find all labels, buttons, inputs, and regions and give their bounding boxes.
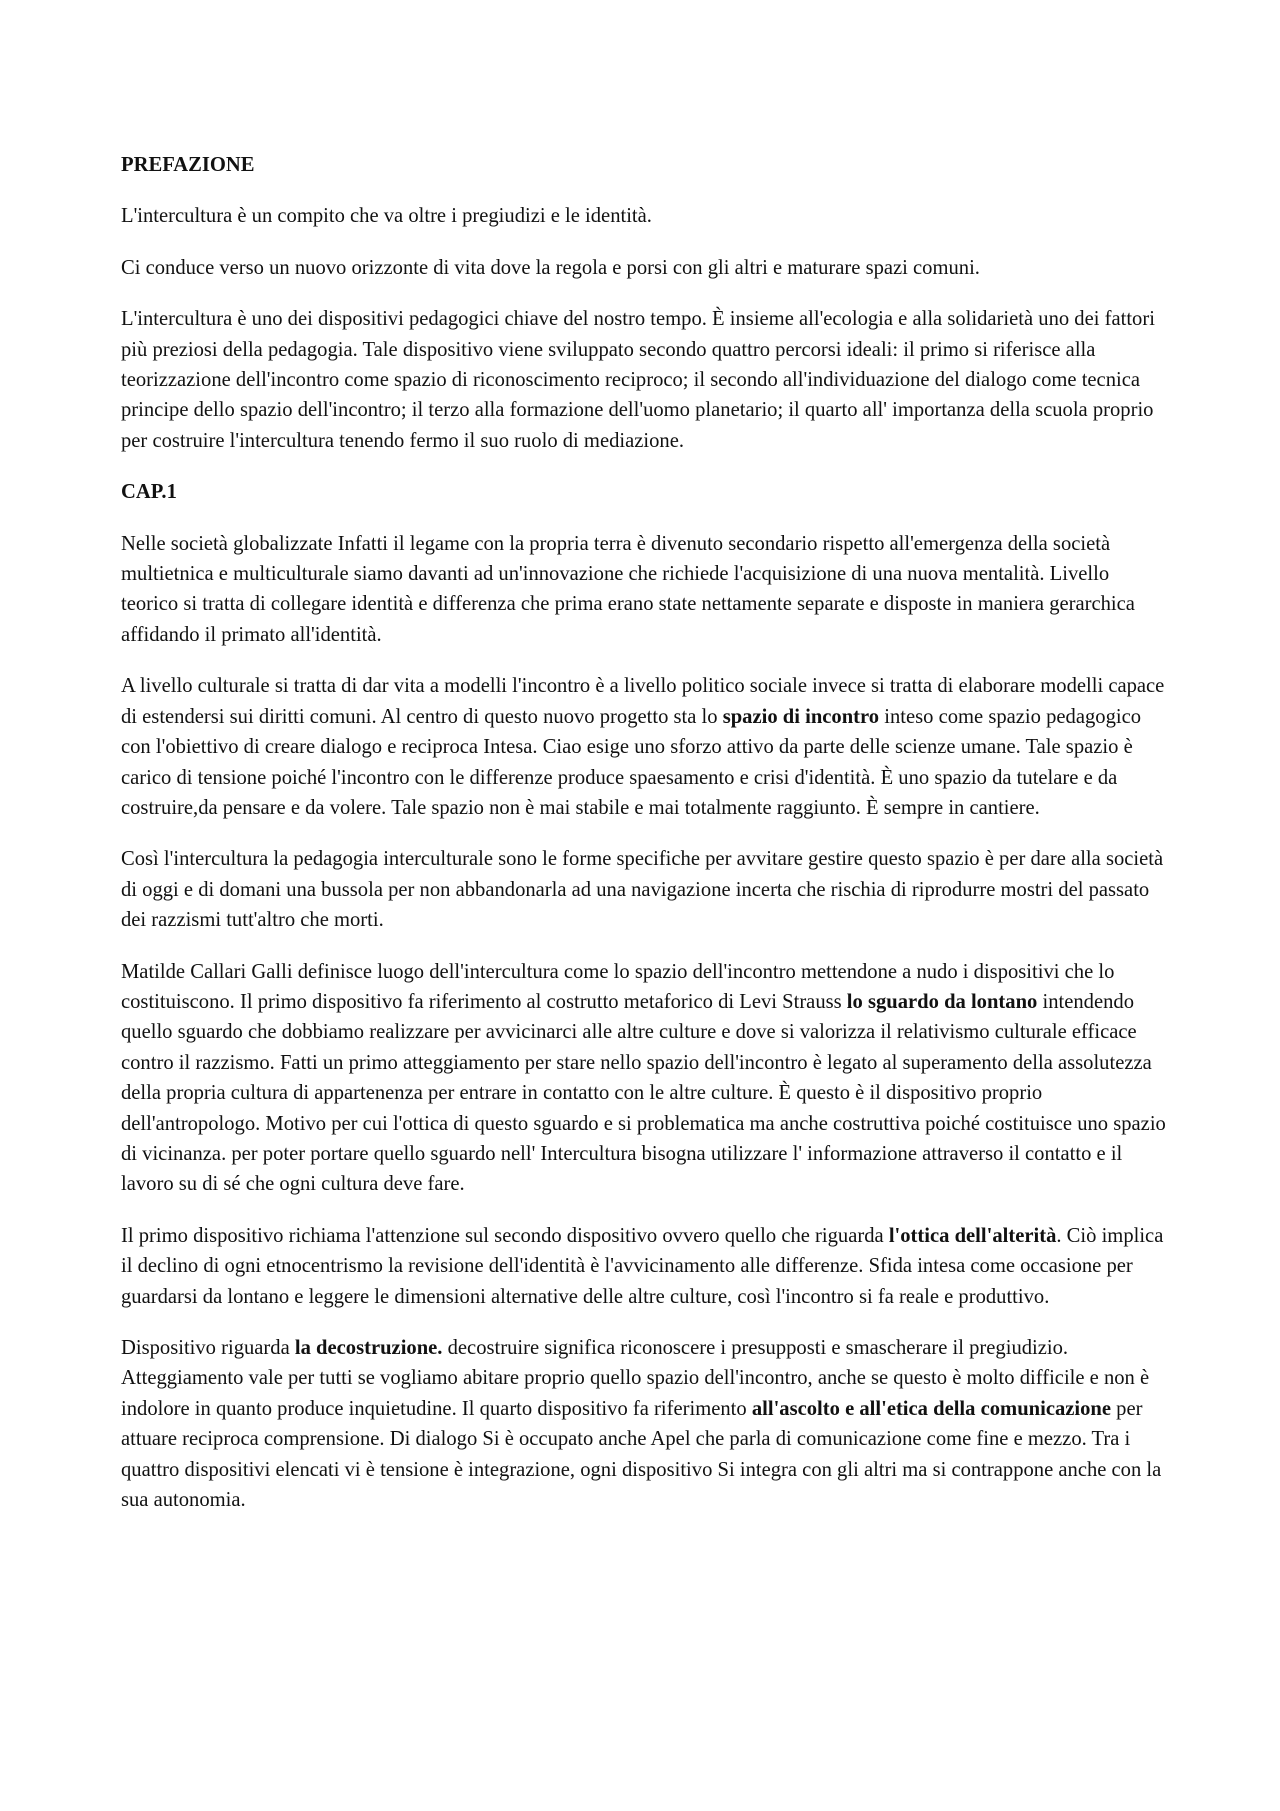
paragraph-text: inteso come spazio pedagogico con l'obiettivo di creare dialogo e reciproca Intesa. Ciao esige uno sforzo attivo da parte delle scienze umane. Tale spazio è carico di tensione poiché l'incontro con le differenze produce spaesamento e crisi d'identità. È uno spazio da tutelare e da costruire,da pensare e da volere. Tale spazio non è mai stabile e mai totalmente raggiunto. È sempre in cantiere. — [121, 705, 1142, 819]
emphasis-spazio-di-incontro: spazio di incontro — [722, 705, 880, 728]
emphasis-ottica-alterita: l'ottica dell'alterità — [888, 1224, 1057, 1247]
paragraph-text: Il primo dispositivo richiama l'attenzione sul secondo dispositivo ovvero quello che riguarda — [121, 1224, 889, 1247]
preface-paragraph-2: Ci conduce verso un nuovo orizzonte di vita dove la regola e porsi con gli altri e maturare spazi comuni. — [121, 256, 980, 279]
chapter-1-paragraph-5 — [121, 1221, 1166, 1312]
document-page — [121, 150, 1166, 1536]
paragraph-text: per attuare reciproca comprensione. Di dialogo Si è occupato anche Apel che parla di comunicazione come fine e mezzo. Tra i quattro dispositivi elencati vi è tensione è integrazione, ogni dispositivo Si integra con gli altri ma si contrappone anche con la sua autonomia. — [121, 1397, 1162, 1512]
chapter-1-paragraph-6 — [121, 1333, 1166, 1515]
chapter-1-heading: CAP.1 — [121, 481, 177, 504]
paragraph-text: Matilde Callari Galli definisce luogo dell'intercultura come lo spazio dell'incontro mettendone a nudo i dispositivi che lo costituiscono. Il primo dispositivo fa riferimento al costrutto metaforico di Levi Strauss — [121, 960, 1115, 1013]
emphasis-sguardo-da-lontano: lo sguardo da lontano — [846, 990, 1038, 1013]
chapter-1-paragraph-3: Così l'intercultura la pedagogia interculturale sono le forme specifiche per avvitare gestire questo spazio è per dare alla società di oggi e di domani una bussola per non abbandonarla ad una navigazione incerta che rischia di riprodurre mostri del passato dei razzismi tutt'altro che morti. — [121, 848, 1164, 932]
chapter-1-paragraph-1: Nelle società globalizzate Infatti il legame con la propria terra è divenuto secondario rispetto all'emergenza della società multietnica e multiculturale siamo davanti ad un'innovazione che richiede l'acquisizione di una nuova mentalità. Livello teorico si tratta di collegare identità e differenza che prima erano state nettamente separate e disposte in maniera gerarchica affidando il primato all'identità. — [121, 532, 1135, 646]
paragraph-text: decostruire significa riconoscere i presupposti e smascherare il pregiudizio. Atteggiamento vale per tutti se vogliamo abitare proprio quello spazio dell'incontro, anche se questo è molto difficile e non è indolore in quanto produce inquietudine. Il quarto dispositivo fa riferimento — [121, 1337, 1150, 1420]
preface-paragraph-1: L'intercultura è un compito che va oltre i pregiudizi e le identità. — [121, 205, 652, 228]
paragraph-text: Dispositivo riguarda — [121, 1337, 295, 1359]
emphasis-ascolto-etica: all'ascolto e all'etica della comunicazione — [751, 1397, 1112, 1420]
preface-heading: PREFAZIONE — [121, 154, 255, 176]
chapter-1-paragraph-2 — [121, 671, 1166, 823]
paragraph-text: A livello culturale si tratta di dar vita a modelli l'incontro è a livello politico sociale invece si tratta di elaborare modelli capace di estendersi sui diritti comuni. Al centro di questo nuovo progetto sta lo — [121, 675, 1165, 728]
paragraph-text: . Ciò implica il declino di ogni etnocentrismo la revisione dell'identità è l'avvicinamento alle differenze. Sfida intesa come occasione per guardarsi da lontano e leggere le dimensioni alternative delle altre culture, così l'incontro si fa reale e produttivo. — [121, 1224, 1164, 1308]
preface-paragraph-3: L'intercultura è uno dei dispositivi pedagogici chiave del nostro tempo. È insieme all'ecologia e alla solidarietà uno dei fattori più preziosi della pedagogia. Tale dispositivo viene sviluppato secondo quattro percorsi ideali: il primo si riferisce alla teorizzazione dell'incontro come spazio di riconoscimento reciproco; il secondo all'individuazione del dialogo come tecnica principe dello spazio dell'incontro; il terzo alla formazione dell'uomo planetario; il quarto all' importanza della scuola proprio per costruire l'intercultura tenendo fermo il suo ruolo di mediazione. — [121, 308, 1155, 452]
emphasis-decostruzione: la decostruzione. — [294, 1337, 443, 1359]
chapter-1-paragraph-4 — [121, 957, 1166, 1200]
paragraph-text: intendendo quello sguardo che dobbiamo realizzare per avvicinarci alle altre culture e dove si valorizza il relativismo culturale efficace contro il razzismo. Fatti un primo atteggiamento per stare nello spazio dell'incontro è legato al superamento della assolutezza della propria cultura di appartenenza per entrare in contatto con le altre culture. È questo è il dispositivo proprio dell'antropologo. Motivo per cui l'ottica di questo sguardo e si problematica ma anche costruttiva poiché costituisce uno spazio di vicinanza. per poter portare quello sguardo nell' Intercultura bisogna utilizzare l' informazione attraverso il contatto e il lavoro su di sé che ogni cultura deve fare. — [121, 990, 1166, 1196]
